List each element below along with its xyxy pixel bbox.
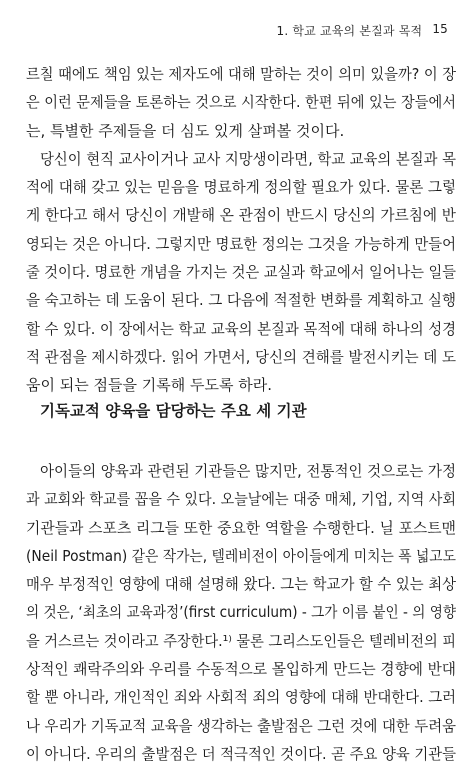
section-heading: 기독교적 양육을 담당하는 주요 세 기관 bbox=[40, 402, 307, 420]
text-line: 는, 특별한 주제들을 더 심도 있게 살펴볼 것이다. bbox=[26, 121, 345, 140]
text-line: 을 숙고하는 데 도움이 된다. 그 다음에 적절한 변화를 계획하고 실행 bbox=[26, 291, 456, 310]
text-line: 상적인 쾌락주의와 우리를 수동적으로 몰입하게 만드는 경향에 반대 bbox=[26, 660, 456, 679]
text-line: 을 거스르는 것이라고 주장한다.¹⁾ 물론 그리스도인들은 텔레비전의 피 bbox=[26, 631, 456, 650]
text-line: 과 교회와 학교를 꼽을 수 있다. 오늘날에는 대중 매체, 기업, 지역 사회 bbox=[26, 490, 456, 509]
body-text-bottom bbox=[26, 457, 456, 768]
text-line: 영되는 것은 아니다. 그렇지만 명료한 정의는 그것을 가능하게 만들어 bbox=[26, 234, 456, 253]
text-line: 기관들과 스포츠 리그들 또한 중요한 역할을 수행한다. 닐 포스트맨 bbox=[26, 518, 456, 537]
chapter-title: 1. 학교 교육의 본질과 목적 bbox=[276, 24, 423, 38]
text-line: 아이들의 양육과 관련된 기관들은 많지만, 전통적인 것으로는 가정 bbox=[40, 462, 456, 480]
text-line: 적에 대해 갖고 있는 믿음을 명료하게 정의할 필요가 있다. 물론 그렇 bbox=[26, 178, 456, 197]
text-line: 의 것은, ‘최초의 교육과정’(first curriculum) - 그가 이름 붙인 - 의 영향 bbox=[26, 603, 456, 622]
page-number: 15 bbox=[432, 22, 448, 36]
text-line: 적 관점을 제시하겠다. 읽어 가면서, 당신의 견해를 발전시키는 데 도 bbox=[26, 347, 456, 366]
running-head bbox=[277, 22, 449, 39]
text-line: 나 우리가 기독교적 교육을 생각하는 출발점은 그런 것에 대한 두려움 bbox=[26, 716, 456, 735]
text-line: 이 아니다. 우리의 출발점은 더 적극적인 것이다. 곧 주요 양육 기관들 bbox=[26, 744, 456, 763]
text-line: (Neil Postman) 같은 작가는, 텔레비전이 아이들에게 미치는 폭 넓고도 bbox=[26, 546, 456, 565]
text-line: 르칠 때에도 책임 있는 제자도에 대해 말하는 것이 의미 있을까? 이 장 bbox=[26, 65, 456, 83]
text-line: 움이 되는 점들을 기록해 두도록 하라. bbox=[26, 376, 272, 395]
text-line: 당신이 현직 교사이거나 교사 지망생이라면, 학교 교육의 본질과 목 bbox=[40, 149, 456, 168]
text-line: 할 수 있다. 이 장에서는 학교 교육의 본질과 목적에 대해 하나의 성경 bbox=[26, 319, 456, 338]
text-line: 줄 것이다. 명료한 개념을 가지는 것은 교실과 학교에서 일어나는 일들 bbox=[26, 263, 456, 282]
text-line: 매우 부정적인 영향에 대해 설명해 왔다. 그는 학교가 할 수 있는 최상 bbox=[26, 575, 456, 594]
body-text-top bbox=[26, 60, 456, 400]
text-line: 은 이런 문제들을 토론하는 것으로 시작한다. 한편 뒤에 있는 장들에서 bbox=[26, 93, 456, 112]
text-line: 게 한다고 해서 당신이 개발해 온 관점이 반드시 당신의 가르침에 반 bbox=[26, 206, 456, 225]
text-line: 할 뿐 아니라, 개인적인 죄와 사회적 죄의 영향에 대해 반대한다. 그러 bbox=[26, 688, 456, 707]
